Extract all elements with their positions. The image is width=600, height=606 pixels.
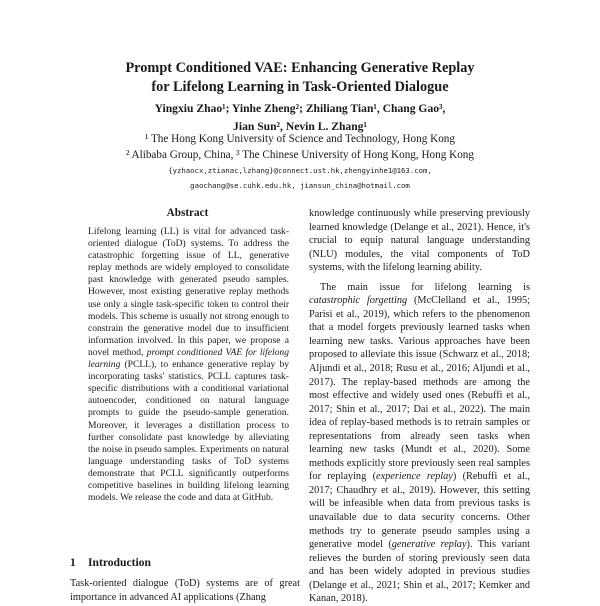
right-column: [309, 207, 530, 606]
section-heading-introduction: [70, 556, 151, 569]
author-line: Yingxiu Zhao¹; Yinhe Zheng²; Zhiliang Tian¹, Chang Gao³,: [154, 102, 446, 115]
section-title: Introduction: [88, 556, 151, 569]
title-line: for Lifelong Learning in Task-Oriented Dialogue: [151, 79, 449, 95]
paragraph-text: (McClelland et al., 1995; Parisi et al., 2019), which refers to the phenomenon that a model forgets previously learned tasks when learning new tasks. Various approaches have been proposed to alleviate this issue (Schwarz et al., 2018; Aljundi et al., 2018; Rusu et al., 2016; Aljundi et al., 2017). The replay-based methods are among the most effective and widely used ones (Rebuffi et al., 2017; Shin et al., 2017; Dai et al., 2022). The main idea of replay-based methods is to retrain samples or representations from already seen tasks when learning new tasks (Mundt et al., 2020). Some methods explicitly store previously seen real samples for replaying (: [309, 295, 531, 483]
paragraph-text: ) (Rebuffi et al., 2017; Chaudhry et al., 2019). However, this setting will be infeasible when data from previous tasks is unavailable due to data security concerns. Other methods try to generate pseudo samples using a generative model (: [309, 471, 531, 551]
author-list: [0, 100, 600, 135]
paragraph: [309, 281, 530, 606]
email-line: gaochang@se.cuhk.edu.hk, jiansun_china@hotmail.com: [190, 181, 410, 190]
paragraph-text: The main issue for lifelong learning is: [320, 281, 530, 293]
term-italic: generative replay: [391, 539, 467, 551]
section-number: 1: [70, 556, 76, 569]
affiliation-line: ² Alibaba Group, China, ³ The Chinese University of Hong Kong, Hong Kong: [126, 148, 474, 161]
intro-text: [70, 577, 300, 604]
title-line: Prompt Conditioned VAE: Enhancing Generative Replay: [125, 60, 475, 76]
abstract-text: Lifelong learning (LL) is vital for advanced task-oriented dialogue (ToD) systems. To address the catastrophic forgetting issue of LL, generative replay methods are widely employed to consolidate past knowledge with generated pseudo samples. However, most existing generative replay methods use only a single task-specific token to control their models. This scheme is usually not strong enough to constrain the generative model due to insufficient information involved. In this paper, we propose a novel method,: [88, 226, 289, 358]
email-line: {yzhaocx,ztianac,lzhang}@connect.ust.hk,zhengyinhe1@163.com,: [168, 166, 432, 175]
abstract-paragraph: [88, 226, 289, 504]
intro-paragraph: Task-oriented dialogue (ToD) systems are of great importance in advanced AI applications (Zhang: [70, 578, 300, 603]
affiliations: [0, 132, 600, 163]
paragraph-text: ). This variant relieves the burden of storing previously seen data and has been widely adopted in previous studies (Delange et al., 2021; Shin et al., 2017; Kemker and Kanan, 2018).: [309, 539, 530, 605]
term-italic: catastrophic forgetting: [309, 295, 408, 307]
term-italic: experience replay: [376, 471, 453, 483]
affiliation-line: ¹ The Hong Kong University of Science and Technology, Hong Kong: [145, 133, 455, 145]
abstract-body: [88, 226, 289, 504]
method-name: prompt conditioned VAE for lifelong learning: [88, 346, 289, 371]
paper-title: [0, 59, 600, 97]
abstract-heading: Abstract: [166, 207, 209, 219]
paragraph: knowledge continuously while preserving previously learned knowledge (Delange et al., 2021). Hence, it's crucial to equip natural language understanding (NLU) modules, the vital components of ToD systems, with the lifelong learning ability.: [309, 208, 530, 274]
author-emails: [0, 163, 600, 193]
abstract-text: (PCLL), to enhance generative replay by incorporating tasks' statistics. PCLL captures task-specific distributions with a conditional variational autoencoder, conditioned on natural language prompts to guide the pseudo-sample generation. Moreover, it leverages a distillation process to further consolidate past knowledge by alleviating the noise in pseudo samples. Experiments on natural language understanding tasks of ToD systems demonstrate that PCLL significantly outperforms competitive baselines in building lifelong learning models. We release the code and data at GitHub.: [88, 359, 289, 504]
author-line: Jian Sun², Nevin L. Zhang¹: [233, 119, 367, 133]
